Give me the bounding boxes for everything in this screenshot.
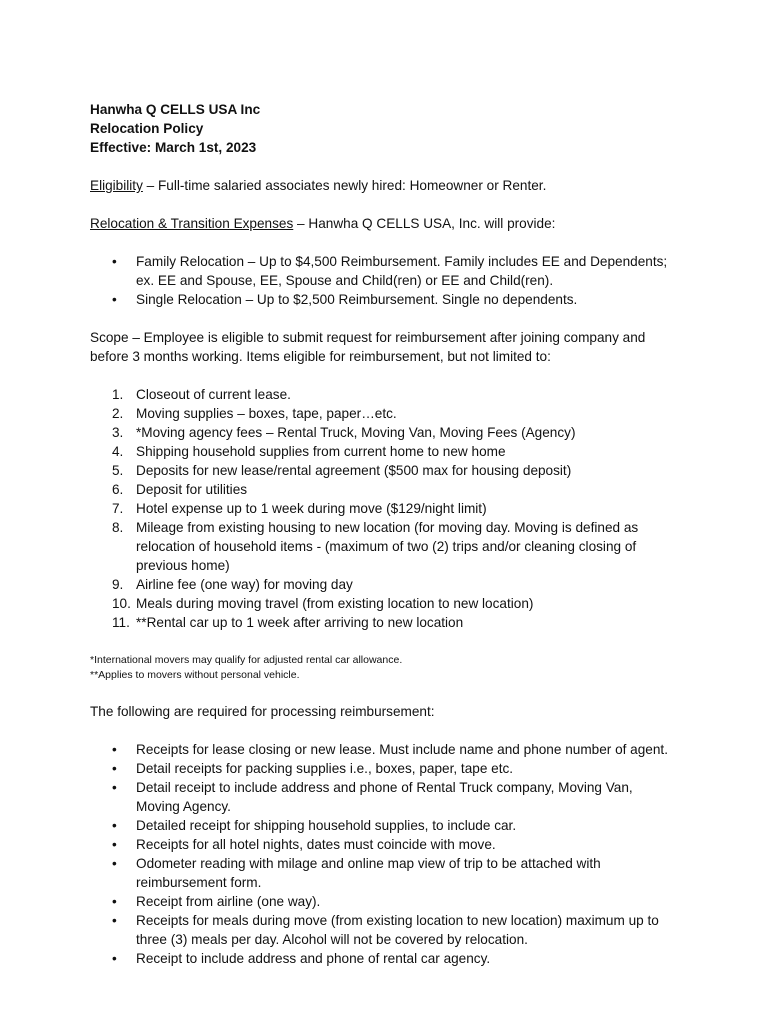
eligibility-label: Eligibility <box>90 178 143 193</box>
list-item: 8. Mileage from existing housing to new location (for moving day. Moving is defined as relocation of household items - (maximum of two (2) trips and/or cleaning closing of previous home) <box>112 520 639 573</box>
list-item: • Detail receipt to include address and phone of Rental Truck company, Moving Van, Moving Agency. <box>90 778 670 816</box>
list-item: 6. Deposit for utilities <box>112 482 248 497</box>
relocation-options-list <box>90 252 670 309</box>
list-item: 2. Moving supplies – boxes, tape, paper…etc. <box>112 406 397 421</box>
scope-paragraph: Scope – Employee is eligible to submit request for reimbursement after joining company and before 3 months working. Items eligible for reimbursement, but not limited to: <box>90 330 646 364</box>
eligibility-text: – Full-time salaried associates newly hired: Homeowner or Renter. <box>142 178 547 193</box>
list-item: • Detailed receipt for shipping household supplies, to include car. <box>90 816 670 835</box>
expenses-text: – Hanwha Q CELLS USA, Inc. will provide: <box>293 216 556 231</box>
requirements-list <box>90 740 670 968</box>
list-item: 9. Airline fee (one way) for moving day <box>112 577 353 592</box>
footnotes <box>90 653 670 683</box>
list-item: • Family Relocation – Up to $4,500 Reimbursement. Family includes EE and Dependents; ex. EE and Spouse, EE, Spouse and Child(ren) or EE and Child(ren). <box>90 252 670 290</box>
list-item: • Single Relocation – Up to $2,500 Reimbursement. Single no dependents. <box>90 290 670 309</box>
list-item: • Odometer reading with milage and online map view of trip to be attached with reimbursement form. <box>90 854 670 892</box>
company-name: Hanwha Q CELLS USA Inc <box>90 102 261 117</box>
list-item: 11. **Rental car up to 1 week after arriving to new location <box>112 615 464 630</box>
list-item: 10. Meals during moving travel (from existing location to new location) <box>112 596 534 611</box>
list-item: 1. Closeout of current lease. <box>112 387 291 402</box>
effective-date: Effective: March 1st, 2023 <box>90 140 257 155</box>
eligibility-paragraph <box>90 176 670 195</box>
list-item: • Receipt to include address and phone of rental car agency. <box>90 949 670 968</box>
list-item: 4. Shipping household supplies from current home to new home <box>112 444 506 459</box>
list-item: • Receipts for all hotel nights, dates must coincide with move. <box>90 835 670 854</box>
policy-title: Relocation Policy <box>90 121 204 136</box>
list-item: • Receipts for lease closing or new lease. Must include name and phone number of agent. <box>90 740 670 759</box>
footnote-vehicle: **Applies to movers without personal vehicle. <box>90 669 300 681</box>
requirements-intro: The following are required for processing reimbursement: <box>90 704 435 719</box>
list-item: 3. *Moving agency fees – Rental Truck, Moving Van, Moving Fees (Agency) <box>112 425 576 440</box>
expenses-paragraph <box>90 214 670 233</box>
footnote-international: *International movers may qualify for adjusted rental car allowance. <box>90 654 403 666</box>
eligible-items-list <box>90 385 670 632</box>
list-item: 7. Hotel expense up to 1 week during move ($129/night limit) <box>112 501 487 516</box>
list-item: • Receipts for meals during move (from existing location to new location) maximum up to three (3) meals per day. Alcohol will not be covered by relocation. <box>90 911 670 949</box>
list-item: • Receipt from airline (one way). <box>90 892 670 911</box>
expenses-label: Relocation & Transition Expenses <box>90 216 294 231</box>
list-item: 5. Deposits for new lease/rental agreement ($500 max for housing deposit) <box>112 463 572 478</box>
document-body <box>90 100 670 968</box>
list-item: • Detail receipts for packing supplies i.e., boxes, paper, tape etc. <box>90 759 670 778</box>
